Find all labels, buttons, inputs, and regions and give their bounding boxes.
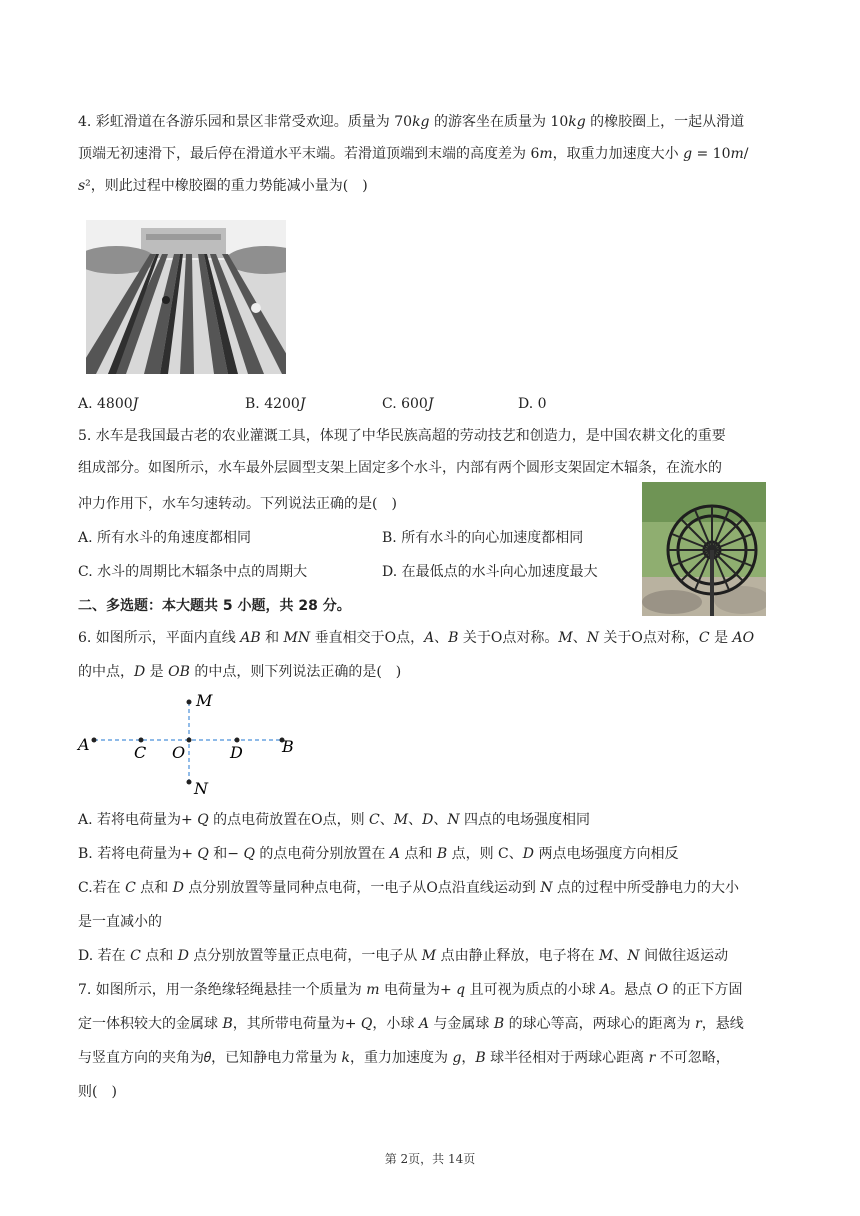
point-o xyxy=(187,738,192,743)
label-a: A xyxy=(78,735,90,754)
q7-line-2: 定一体积较大的金属球 𝐵，其所带电荷量为+ 𝑄，小球 𝐴 与金属球 𝐵 的球心等高，两球心的距离为 𝑟，悬线 xyxy=(78,1016,744,1032)
q5-option-b: B. 所有水斗的向心加速度都相同 xyxy=(382,530,584,546)
q5-option-d: D. 在最低点的水斗向心加速度最大 xyxy=(382,564,598,580)
label-c: C xyxy=(134,743,147,762)
label-m: M xyxy=(196,691,213,710)
q7-line-4: 则( ) xyxy=(78,1084,117,1100)
label-d: D xyxy=(230,743,243,762)
water-wheel-photo xyxy=(642,482,766,616)
q6-option-d: D. 若在 𝐶 点和 𝐷 点分别放置等量正点电荷，一电子从 𝑀 点由静止释放，电子将在 𝑀、𝑁 间做往返运动 xyxy=(78,948,729,964)
q5-option-a: A. 所有水斗的角速度都相同 xyxy=(78,530,252,546)
q7-line-1: 7. 如图所示，用一条绝缘轻绳悬挂一个质量为 𝑚 电荷量为+ 𝑞 且可视为质点的小球 𝐴。悬点 𝑂 的正下方固 xyxy=(78,982,743,998)
q6-option-a: A. 若将电荷量为+ 𝑄 的点电荷放置在O点，则 𝐶、𝑀、𝐷、𝑁 四点的电场强度相同 xyxy=(78,812,591,828)
point-n xyxy=(187,780,192,785)
rainbow-slide-photo xyxy=(86,220,286,374)
q4-line-1: 4. 彩虹滑道在各游乐园和景区非常受欢迎。质量为 70𝑘𝑔 的游客坐在质量为 10𝑘𝑔 的橡胶圈上，一起从滑道 xyxy=(78,114,745,130)
q6-option-c: C.若在 𝐶 点和 𝐷 点分别放置等量同种点电荷，一电子从O点沿直线运动到 𝑁 点的过程中所受静电力的大小 xyxy=(78,880,740,896)
q4-option-d: D. 0 xyxy=(518,396,547,412)
q6-line-1: 6. 如图所示，平面内直线 𝐴𝐵 和 𝑀𝑁 垂直相交于O点，𝐴、𝐵 关于O点对称。𝑀、𝑁 关于O点对称，𝐶 是 𝐴𝑂 xyxy=(78,630,755,646)
point-c xyxy=(139,738,144,743)
q4-line-2: 顶端无初速滑下，最后停在滑道水平末端。若滑道顶端到末端的高度差为 6𝑚，取重力加速度大小 𝑔 = 10𝑚/ xyxy=(78,146,749,162)
section-heading: 二、多选题：本大题共 5 小题，共 28 分。 xyxy=(78,598,351,614)
q5-line-2: 组成部分。如图所示，水车最外层圆型支架上固定多个水斗，内部有两个圆形支架固定木辐条，在流水的 xyxy=(78,460,722,476)
q5-line-3: 冲力作用下，水车匀速转动。下列说法正确的是( ) xyxy=(78,496,397,512)
q4-option-a: A. 4800𝐽 xyxy=(78,396,139,412)
point-d xyxy=(235,738,240,743)
field-line-diagram xyxy=(76,688,306,800)
label-o: O xyxy=(172,743,186,762)
point-a xyxy=(92,738,97,743)
q7-line-3: 与竖直方向的夹角为𝜃，已知静电力常量为 𝑘，重力加速度为 𝑔，𝐵 球半径相对于两球心距离 𝑟 不可忽略， xyxy=(78,1050,730,1066)
q5-line-1: 5. 水车是我国最古老的农业灌溉工具，体现了中华民族高超的劳动技艺和创造力，是中国农耕文化的重要 xyxy=(78,428,726,444)
label-n: N xyxy=(194,779,208,798)
q4-option-b: B. 4200𝐽 xyxy=(245,396,306,412)
q4-option-c: C. 600𝐽 xyxy=(382,396,434,412)
q6-option-c-cont: 是一直减小的 xyxy=(78,914,162,930)
q6-option-b: B. 若将电荷量为+ 𝑄 和− 𝑄 的点电荷分别放置在 𝐴 点和 𝐵 点，则 C、𝐷 两点电场强度方向相反 xyxy=(78,846,679,862)
page-footer: 第 2页，共 14页 xyxy=(384,1152,476,1166)
q6-line-2: 的中点，𝐷 是 𝑂𝐵 的中点，则下列说法正确的是( ) xyxy=(78,664,402,680)
q4-line-3: 𝑠²，则此过程中橡胶圈的重力势能减小量为( ) xyxy=(78,178,368,194)
q5-option-c: C. 水斗的周期比木辐条中点的周期大 xyxy=(78,564,308,580)
point-m xyxy=(187,700,192,705)
label-b: B xyxy=(282,737,294,756)
